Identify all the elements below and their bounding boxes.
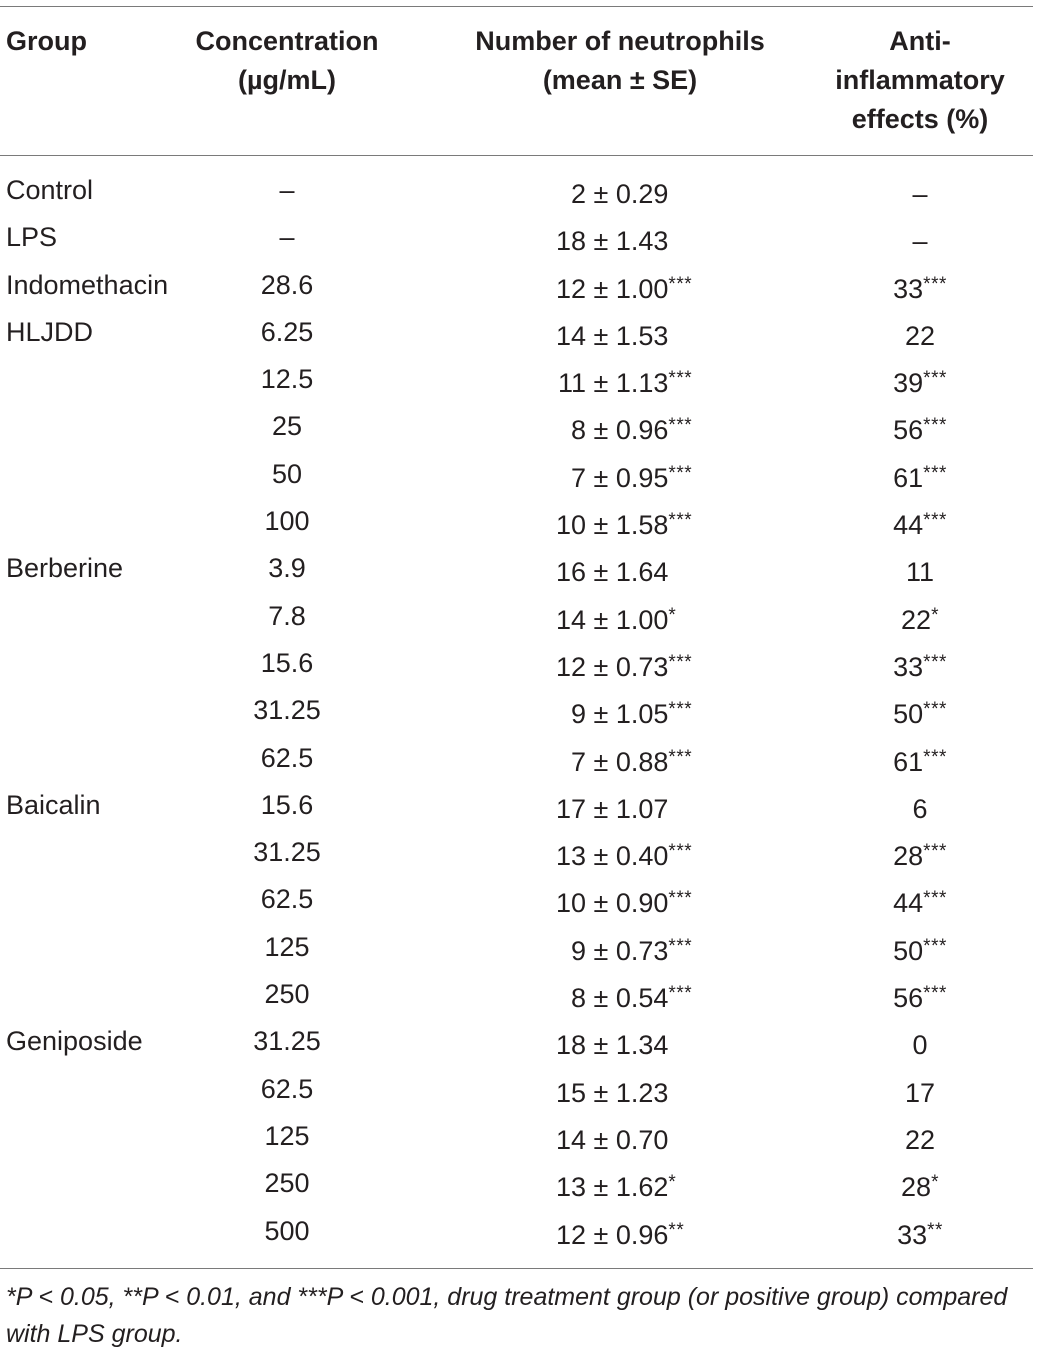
table-row xyxy=(0,357,1039,404)
significance-marker: * xyxy=(668,1172,677,1194)
cell-neutrophils-se: 0.95 xyxy=(615,462,669,493)
cell-concentration: 3.9 xyxy=(268,553,306,584)
cell-anti-inflammatory xyxy=(820,740,1020,780)
pm-symbol: ± xyxy=(593,935,609,966)
cell-neutrophils-se: 1.34 xyxy=(615,1030,669,1061)
table-bottom-rule xyxy=(0,1268,1033,1269)
cell-anti-value: 56 xyxy=(893,983,924,1014)
cell-neutrophils xyxy=(556,976,692,1016)
significance-marker: *** xyxy=(923,273,947,295)
cell-anti-inflammatory xyxy=(820,976,1020,1016)
header-neutrophils-line1: Number of neutrophils xyxy=(475,26,765,56)
cell-neutrophils xyxy=(556,645,692,685)
cell-concentration: 12.5 xyxy=(260,364,314,395)
cell-anti-inflammatory xyxy=(820,1023,1020,1063)
cell-neutrophils xyxy=(556,550,668,590)
table-row xyxy=(0,168,1039,215)
cell-anti-value: 22 xyxy=(904,1124,936,1155)
table-row xyxy=(0,736,1039,783)
cell-concentration: 500 xyxy=(264,1215,310,1246)
cell-anti-value: 11 xyxy=(905,557,935,588)
pm-symbol: ± xyxy=(593,1124,609,1155)
cell-neutrophils-se: 1.07 xyxy=(615,793,669,824)
significance-marker: *** xyxy=(668,699,693,721)
cell-neutrophils-se: 0.90 xyxy=(615,888,669,919)
cell-concentration: 25 xyxy=(271,411,303,442)
significance-marker: *** xyxy=(923,415,947,437)
pm-symbol: ± xyxy=(593,557,609,588)
cell-neutrophils xyxy=(556,361,692,401)
cell-anti-inflammatory xyxy=(820,456,1020,496)
cell-anti-value: 50 xyxy=(893,699,924,730)
cell-neutrophils-mean: 15 xyxy=(556,1077,587,1108)
significance-marker: *** xyxy=(668,888,693,910)
cell-anti-value: 33 xyxy=(893,273,924,304)
cell-neutrophils xyxy=(556,267,692,307)
cell-neutrophils xyxy=(556,408,692,448)
cell-anti-inflammatory xyxy=(820,550,1020,590)
cell-anti-inflammatory xyxy=(820,834,1020,874)
table-row xyxy=(0,783,1039,830)
pm-symbol: ± xyxy=(593,1077,609,1108)
cell-anti-value: – xyxy=(912,179,928,209)
header-group: Group xyxy=(6,26,87,56)
cell-concentration: 100 xyxy=(264,506,310,537)
significance-marker: *** xyxy=(923,841,947,863)
table-row xyxy=(0,1067,1039,1114)
header-concentration xyxy=(188,22,386,100)
cell-neutrophils-se: 1.13 xyxy=(615,368,669,399)
cell-anti-value: 22 xyxy=(901,604,932,635)
cell-neutrophils xyxy=(556,787,668,827)
significance-marker: *** xyxy=(923,510,947,532)
header-concentration-line1: Concentration xyxy=(195,26,379,56)
table-body xyxy=(0,168,1039,1256)
pm-symbol: ± xyxy=(593,888,609,919)
cell-concentration: 62.5 xyxy=(260,742,314,773)
table-row xyxy=(0,1019,1039,1066)
cell-concentration: 62.5 xyxy=(260,884,314,915)
cell-anti-value: 28 xyxy=(901,1172,932,1203)
cell-neutrophils-mean: 14 xyxy=(556,604,587,635)
cell-neutrophils-mean: 12 xyxy=(556,1219,587,1250)
cell-concentration: – xyxy=(279,222,295,253)
cell-concentration: 31.25 xyxy=(253,837,321,868)
pm-symbol: ± xyxy=(593,793,609,824)
cell-anti-value: 6 xyxy=(912,793,928,824)
cell-anti-value: – xyxy=(912,226,928,257)
header-anti-inflammatory xyxy=(820,22,1020,139)
cell-neutrophils xyxy=(556,1165,676,1205)
header-neutrophils-line2: (mean ± SE) xyxy=(542,65,698,95)
cell-neutrophils xyxy=(556,1071,668,1111)
cell-concentration: 31.25 xyxy=(253,1026,321,1057)
cell-neutrophils xyxy=(556,598,676,638)
cell-neutrophils-mean: 13 xyxy=(556,841,587,872)
cell-neutrophils-mean: 11 xyxy=(557,368,586,399)
cell-neutrophils-mean: 14 xyxy=(556,320,587,351)
table-row xyxy=(0,641,1039,688)
cell-neutrophils-se: 0.29 xyxy=(615,179,669,209)
cell-neutrophils xyxy=(556,834,692,874)
significance-marker: * xyxy=(931,1172,939,1194)
significance-marker: *** xyxy=(923,699,947,721)
pm-symbol: ± xyxy=(593,746,609,777)
cell-neutrophils-mean: 7 xyxy=(570,746,586,777)
cell-neutrophils-mean: 7 xyxy=(570,462,586,493)
cell-concentration: 7.8 xyxy=(268,600,306,631)
table-row xyxy=(0,688,1039,735)
significance-marker: *** xyxy=(668,651,693,673)
table-footnote: *P < 0.05, **P < 0.01, and ***P < 0.001, drug treatment group (or positive group) compared with LPS group. xyxy=(6,1283,1008,1348)
significance-marker: *** xyxy=(668,510,693,532)
cell-anti-value: 33 xyxy=(893,651,924,682)
cell-anti-inflammatory xyxy=(820,881,1020,921)
cell-neutrophils-se: 1.43 xyxy=(615,226,669,257)
table-row xyxy=(0,594,1039,641)
significance-marker: *** xyxy=(668,462,693,484)
pm-symbol: ± xyxy=(593,510,609,541)
cell-anti-inflammatory xyxy=(820,408,1020,448)
cell-anti-inflammatory xyxy=(820,1165,1020,1205)
pm-symbol: ± xyxy=(593,1219,609,1250)
cell-neutrophils-se: 1.00 xyxy=(615,604,669,635)
cell-neutrophils-se: 1.53 xyxy=(615,320,669,351)
cell-anti-inflammatory xyxy=(820,314,1020,354)
cell-anti-value: 61 xyxy=(893,462,924,493)
pm-symbol: ± xyxy=(593,841,609,872)
cell-anti-inflammatory xyxy=(820,1118,1020,1158)
header-anti-line2: inflammatory xyxy=(835,65,1005,95)
significance-marker: *** xyxy=(923,935,947,957)
header-rule xyxy=(0,155,1033,156)
cell-neutrophils xyxy=(556,503,692,543)
cell-neutrophils-mean: 18 xyxy=(556,1030,587,1061)
cell-anti-value: 22 xyxy=(904,320,936,351)
cell-anti-value: 44 xyxy=(893,888,924,919)
cell-neutrophils-se: 0.54 xyxy=(615,983,669,1014)
significance-marker: ** xyxy=(668,1219,685,1241)
cell-anti-inflammatory xyxy=(820,361,1020,401)
significance-marker: ** xyxy=(927,1219,943,1241)
cell-neutrophils xyxy=(556,219,668,259)
cell-neutrophils-se: 1.00 xyxy=(615,273,669,304)
table-row xyxy=(0,830,1039,877)
cell-neutrophils xyxy=(556,740,692,780)
cell-neutrophils-mean: 12 xyxy=(556,651,587,682)
cell-anti-inflammatory xyxy=(820,645,1020,685)
cell-neutrophils-mean: 8 xyxy=(570,415,586,446)
cell-neutrophils xyxy=(556,314,668,354)
cell-anti-value: 56 xyxy=(893,415,924,446)
cell-neutrophils-mean: 8 xyxy=(570,983,586,1014)
cell-neutrophils xyxy=(556,456,692,496)
pm-symbol: ± xyxy=(593,983,609,1014)
cell-neutrophils-se: 0.96 xyxy=(615,1219,669,1250)
header-neutrophils xyxy=(462,22,778,100)
pm-symbol: ± xyxy=(593,651,609,682)
significance-marker: *** xyxy=(923,462,947,484)
pm-symbol: ± xyxy=(593,273,609,304)
significance-marker: * xyxy=(931,604,939,626)
pm-symbol: ± xyxy=(593,462,609,493)
cell-anti-value: 0 xyxy=(912,1030,928,1061)
cell-group: Control xyxy=(6,175,94,205)
cell-anti-inflammatory xyxy=(820,219,1020,259)
cell-concentration: 15.6 xyxy=(260,647,314,678)
cell-anti-inflammatory xyxy=(820,598,1020,638)
cell-concentration: 50 xyxy=(271,458,303,489)
cell-neutrophils-mean: 13 xyxy=(556,1172,587,1203)
cell-neutrophils xyxy=(556,172,668,212)
cell-concentration: 250 xyxy=(264,1168,310,1199)
cell-group: Geniposide xyxy=(6,1026,143,1057)
cell-anti-inflammatory xyxy=(820,692,1020,732)
cell-neutrophils-se: 1.62 xyxy=(615,1172,669,1203)
cell-neutrophils-se: 0.88 xyxy=(615,746,669,777)
cell-concentration: 62.5 xyxy=(260,1073,314,1104)
cell-concentration: 6.25 xyxy=(260,316,314,347)
pm-symbol: ± xyxy=(593,1172,609,1203)
cell-neutrophils-mean: 14 xyxy=(556,1124,587,1155)
pm-symbol: ± xyxy=(593,368,609,399)
significance-marker: *** xyxy=(923,746,947,768)
cell-neutrophils-mean: 18 xyxy=(556,226,587,257)
cell-neutrophils-se: 0.73 xyxy=(615,651,669,682)
cell-group: Baicalin xyxy=(6,789,101,820)
cell-anti-inflammatory xyxy=(820,172,1020,212)
significance-marker: *** xyxy=(668,841,693,863)
cell-neutrophils-se: 1.64 xyxy=(615,557,669,588)
pm-symbol: ± xyxy=(593,699,609,730)
cell-neutrophils xyxy=(556,881,692,921)
pm-symbol: ± xyxy=(593,415,609,446)
table-row xyxy=(0,1114,1039,1161)
cell-concentration: 28.6 xyxy=(260,269,314,300)
significance-marker: *** xyxy=(668,415,693,437)
significance-marker: *** xyxy=(923,983,947,1005)
cell-neutrophils-se: 0.96 xyxy=(615,415,669,446)
cell-anti-value: 17 xyxy=(904,1077,936,1108)
table-row xyxy=(0,972,1039,1019)
pm-symbol: ± xyxy=(593,226,609,257)
cell-anti-inflammatory xyxy=(820,1213,1020,1253)
cell-group: HLJDD xyxy=(6,316,94,347)
significance-marker: *** xyxy=(923,651,947,673)
cell-neutrophils xyxy=(556,692,692,732)
cell-neutrophils-se: 1.58 xyxy=(615,510,669,541)
header-anti-line3: effects (%) xyxy=(851,104,989,134)
pm-symbol: ± xyxy=(593,604,609,635)
cell-neutrophils-se: 1.05 xyxy=(615,699,669,730)
cell-neutrophils-mean: 9 xyxy=(570,699,586,730)
significance-marker: *** xyxy=(668,983,693,1005)
significance-marker: *** xyxy=(668,273,693,295)
cell-anti-inflammatory xyxy=(820,787,1020,827)
cell-neutrophils-mean: 2 xyxy=(570,179,586,209)
cell-anti-value: 39 xyxy=(893,368,924,399)
cell-concentration: 125 xyxy=(264,1120,310,1151)
significance-marker: * xyxy=(668,604,677,626)
cell-concentration: 31.25 xyxy=(253,695,321,726)
table-row xyxy=(0,499,1039,546)
cell-anti-value: 33 xyxy=(897,1219,928,1250)
cell-concentration: 250 xyxy=(264,979,310,1010)
cell-neutrophils-se: 0.40 xyxy=(615,841,669,872)
cell-neutrophils-mean: 16 xyxy=(556,557,587,588)
table-top-rule xyxy=(0,6,1033,7)
table-row xyxy=(0,263,1039,310)
cell-concentration: 15.6 xyxy=(260,789,314,820)
cell-neutrophils-mean: 10 xyxy=(556,888,587,919)
cell-anti-inflammatory xyxy=(820,929,1020,969)
significance-marker: *** xyxy=(668,935,693,957)
table-row xyxy=(0,215,1039,262)
cell-neutrophils-se: 0.73 xyxy=(615,935,669,966)
cell-neutrophils xyxy=(556,929,692,969)
table-row xyxy=(0,925,1039,972)
cell-concentration: 125 xyxy=(264,931,310,962)
table-row xyxy=(0,310,1039,357)
pm-symbol: ± xyxy=(593,320,609,351)
cell-concentration: – xyxy=(279,175,295,205)
cell-neutrophils-se: 1.23 xyxy=(615,1077,669,1108)
cell-neutrophils xyxy=(556,1118,668,1158)
cell-anti-inflammatory xyxy=(820,1071,1020,1111)
table-row xyxy=(0,1209,1039,1256)
cell-neutrophils-mean: 9 xyxy=(570,935,586,966)
table-row xyxy=(0,404,1039,451)
cell-neutrophils xyxy=(556,1023,668,1063)
cell-neutrophils-mean: 17 xyxy=(556,793,587,824)
significance-marker: *** xyxy=(923,888,947,910)
cell-anti-value: 61 xyxy=(893,746,924,777)
cell-anti-inflammatory xyxy=(820,267,1020,307)
header-anti-line1: Anti- xyxy=(889,26,951,56)
significance-marker: *** xyxy=(668,746,693,768)
cell-neutrophils-mean: 12 xyxy=(556,273,587,304)
cell-anti-inflammatory xyxy=(820,503,1020,543)
table-row xyxy=(0,1161,1039,1208)
cell-neutrophils-mean: 10 xyxy=(556,510,587,541)
cell-group: Indomethacin xyxy=(6,269,169,300)
table-row xyxy=(0,877,1039,924)
table-row xyxy=(0,452,1039,499)
cell-anti-value: 44 xyxy=(893,510,924,541)
cell-group: Berberine xyxy=(6,553,124,584)
cell-anti-value: 50 xyxy=(893,935,924,966)
pm-symbol: ± xyxy=(593,179,609,209)
pm-symbol: ± xyxy=(593,1030,609,1061)
cell-neutrophils-se: 0.70 xyxy=(615,1124,669,1155)
table-row xyxy=(0,546,1039,593)
cell-anti-value: 28 xyxy=(893,841,924,872)
significance-marker: *** xyxy=(923,368,947,390)
header-concentration-line2: (µg/mL) xyxy=(237,65,337,95)
significance-marker: *** xyxy=(668,368,693,390)
cell-group: LPS xyxy=(6,222,58,253)
cell-neutrophils xyxy=(556,1213,684,1253)
